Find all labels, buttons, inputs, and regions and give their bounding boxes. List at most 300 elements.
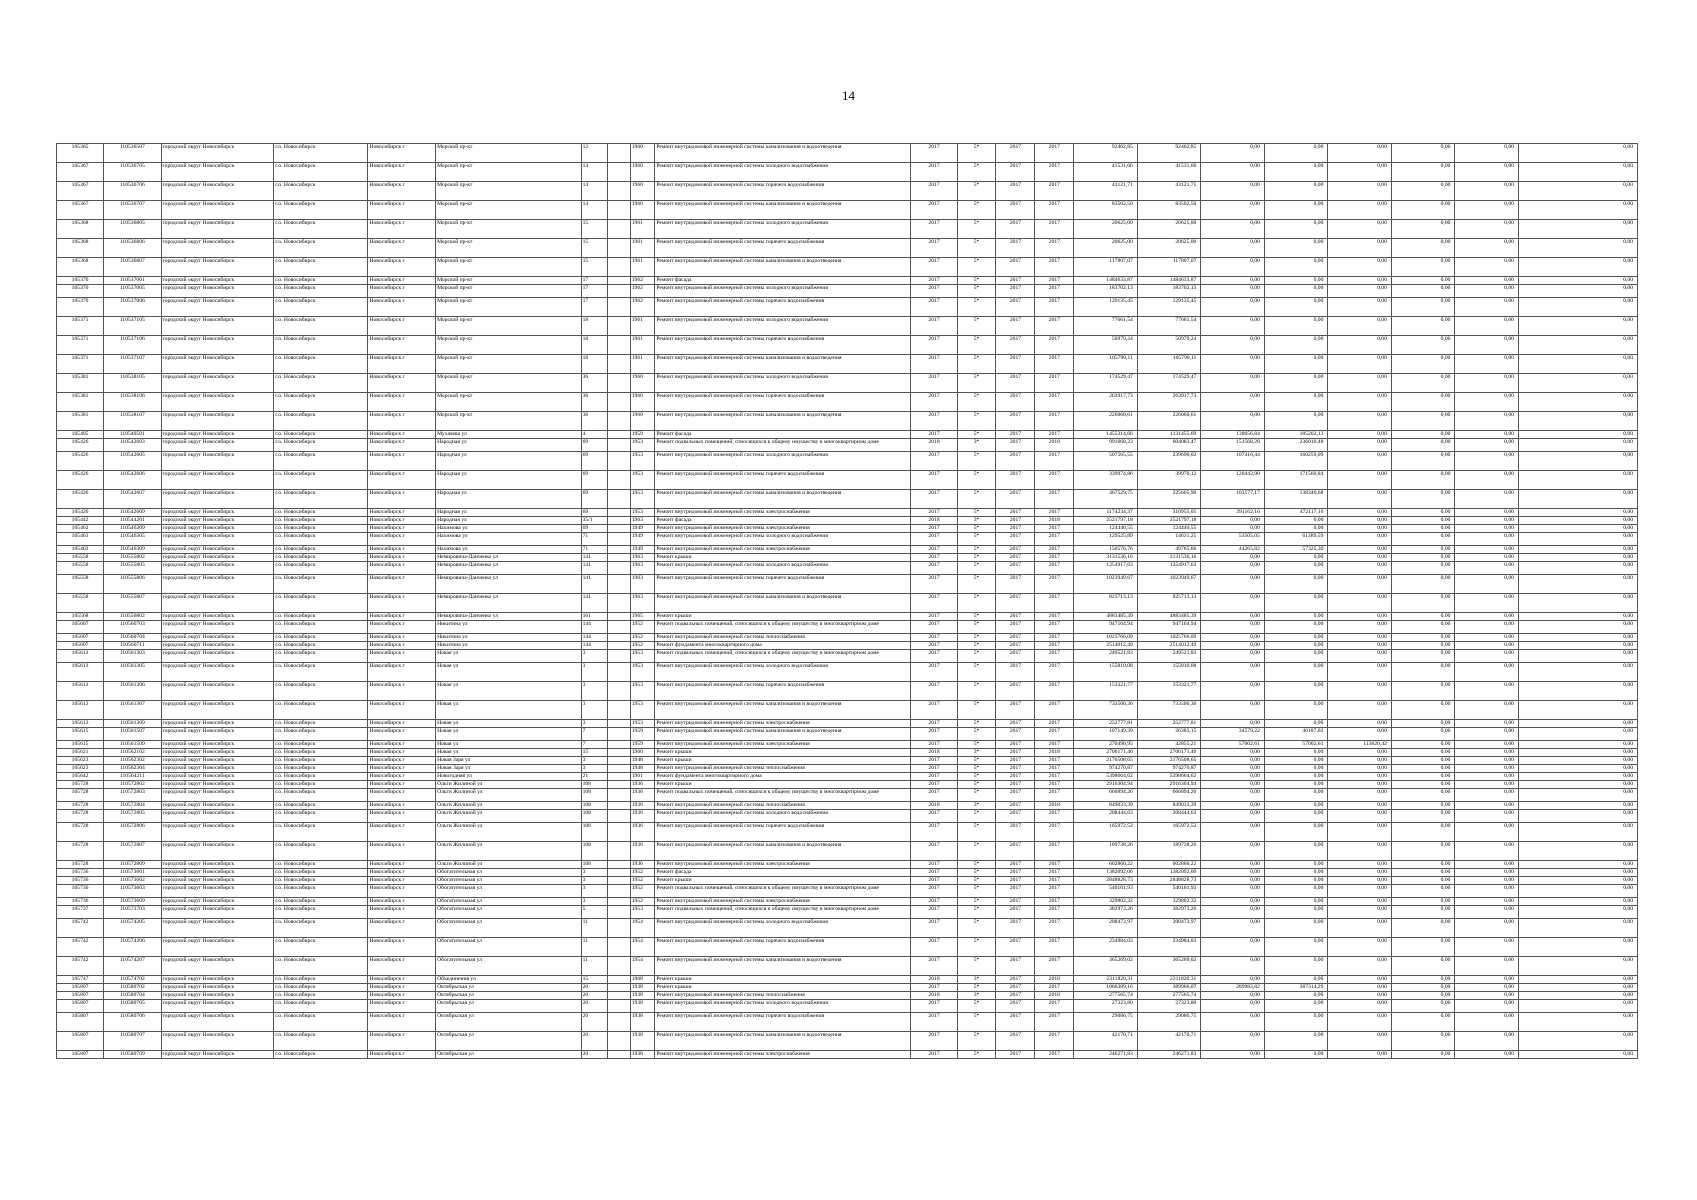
cell-municipal-district: городской округ Новосибирск	[161, 452, 274, 471]
cell-street: Никитина ул	[436, 642, 581, 650]
cell-object-id: 110574206	[104, 938, 161, 957]
cell-start-year: 2017	[996, 984, 1035, 992]
cell-house-no: 3	[581, 650, 608, 663]
cell-total-cost: 77661,54	[1074, 317, 1138, 336]
cell-cost-fund: 27323,80	[1137, 1000, 1201, 1013]
cell-end-year: 2017	[1035, 393, 1074, 412]
cell-cost-budget-region: 0,00	[1201, 765, 1265, 773]
cell-end-year: 2017	[1035, 642, 1074, 650]
cell-work-type: Ремонт фасада	[655, 431, 911, 439]
cell-object-id: 110573703	[104, 906, 161, 919]
cell-cost-other-1: 0,00	[1391, 431, 1455, 439]
cell-cost-other-1: 0,00	[1391, 823, 1455, 842]
cell-cost-owners: 0,00	[1328, 374, 1392, 393]
cell-municipal-district: городской округ Новосибирск	[161, 374, 274, 393]
cell-cost-other-2: 0,00	[1455, 802, 1519, 810]
cell-end-year: 2017	[1035, 741, 1074, 749]
cell-cost-owners: 0,00	[1328, 634, 1392, 642]
cell-cost-fund: 602860,22	[1137, 861, 1201, 869]
table-row	[57, 621, 1638, 634]
cell-category: 5*	[957, 885, 996, 898]
cell-total-cost: 1484633,87	[1074, 277, 1138, 285]
cell-total-cost: 27323,80	[1074, 1000, 1138, 1013]
cell-municipality: г.о. Новосибирск	[274, 182, 368, 201]
cell-corpus	[608, 298, 631, 317]
cell-end-year: 2017	[1035, 490, 1074, 509]
cell-house-no: 7	[581, 741, 608, 749]
cell-cost-other-2: 0,00	[1455, 861, 1519, 869]
cell-start-year: 2017	[996, 720, 1035, 728]
cell-plan-year: 2017	[911, 938, 957, 957]
cell-end-year: 2017	[1035, 182, 1074, 201]
cell-street: Новая ул	[436, 749, 581, 757]
cell-end-year: 2017	[1035, 842, 1074, 861]
cell-corpus	[608, 789, 631, 802]
table-row	[57, 393, 1638, 412]
cell-house-id: 105463	[57, 546, 104, 554]
cell-cost-other-3: 0,00	[1518, 220, 1637, 239]
cell-build-year: 1938	[630, 1032, 655, 1051]
cell-plan-year: 2017	[911, 642, 957, 650]
cell-plan-year: 2017	[911, 374, 957, 393]
cell-plan-year: 2017	[911, 298, 957, 317]
cell-house-no: 3	[581, 663, 608, 682]
cell-cost-other-3: 0,00	[1518, 182, 1637, 201]
cell-object-id: 110580706	[104, 1013, 161, 1032]
cell-total-cost: 249521,83	[1074, 650, 1138, 663]
cell-street: Объединения ул	[436, 976, 581, 984]
cell-start-year: 2017	[996, 562, 1035, 575]
cell-category: 5*	[957, 374, 996, 393]
cell-cost-owners: 0,00	[1328, 663, 1392, 682]
cell-cost-other-1: 0,00	[1391, 1032, 1455, 1051]
cell-cost-budget-local: 0,00	[1264, 355, 1328, 374]
cell-cost-other-2: 0,00	[1455, 182, 1519, 201]
cell-end-year: 2017	[1035, 594, 1074, 613]
cell-plan-year: 2018	[911, 802, 957, 810]
cell-house-id: 105736	[57, 885, 104, 898]
cell-total-cost: 29086,75	[1074, 1013, 1138, 1032]
cell-corpus	[608, 957, 631, 976]
cell-cost-budget-local: 0,00	[1264, 773, 1328, 781]
cell-category: 3*	[957, 749, 996, 757]
cell-street: Морской пр-кт	[436, 412, 581, 431]
cell-build-year: 1936	[630, 781, 655, 789]
cell-cost-owners: 0,00	[1328, 471, 1392, 490]
cell-start-year: 2017	[996, 663, 1035, 682]
cell-plan-year: 2017	[911, 355, 957, 374]
cell-cost-fund: 1023949,67	[1137, 575, 1201, 594]
cell-end-year: 2017	[1035, 509, 1074, 517]
cell-municipality: г.о. Новосибирск	[274, 984, 368, 992]
cell-house-id: 105742	[57, 957, 104, 976]
cell-cost-fund: 2311820,31	[1137, 976, 1201, 984]
cell-settlement: Новосибирск г	[368, 239, 436, 258]
cell-cost-owners: 0,00	[1328, 984, 1392, 992]
cell-end-year: 2017	[1035, 220, 1074, 239]
cell-object-id: 110572805	[104, 810, 161, 823]
cell-cost-budget-local: 387314,29	[1264, 984, 1328, 992]
cell-start-year: 2017	[996, 789, 1035, 802]
cell-street: Морской пр-кт	[436, 201, 581, 220]
cell-start-year: 2017	[996, 650, 1035, 663]
cell-end-year: 2017	[1035, 938, 1074, 957]
cell-settlement: Новосибирск г	[368, 842, 436, 861]
cell-cost-other-3: 0,00	[1518, 869, 1637, 877]
cell-build-year: 1952	[630, 634, 655, 642]
cell-work-type: Ремонт внутридомовой инженерной системы электроснабжения	[655, 741, 911, 749]
cell-object-id: 110580707	[104, 1032, 161, 1051]
cell-cost-owners: 0,00	[1328, 749, 1392, 757]
cell-build-year: 1960	[630, 374, 655, 393]
cell-object-id: 110562102	[104, 749, 161, 757]
cell-object-id: 110560703	[104, 621, 161, 634]
cell-municipal-district: городской округ Новосибирск	[161, 749, 274, 757]
table-row	[57, 471, 1638, 490]
cell-total-cost: 947164,94	[1074, 621, 1138, 634]
cell-settlement: Новосибирск г	[368, 938, 436, 957]
cell-street: Ольги Жилиной ул	[436, 789, 581, 802]
cell-municipality: г.о. Новосибирск	[274, 938, 368, 957]
cell-cost-other-2: 0,00	[1455, 682, 1519, 701]
cell-house-id: 105742	[57, 938, 104, 957]
cell-settlement: Новосибирск г	[368, 765, 436, 773]
cell-settlement: Новосибирск г	[368, 877, 436, 885]
cell-build-year: 1961	[630, 336, 655, 355]
cell-cost-budget-local: 0,00	[1264, 220, 1328, 239]
table-row	[57, 525, 1638, 533]
cell-settlement: Новосибирск г	[368, 919, 436, 938]
cell-cost-owners: 0,00	[1328, 1032, 1392, 1051]
table-row	[57, 509, 1638, 517]
cell-cost-owners: 0,00	[1328, 355, 1392, 374]
cell-cost-fund: 239690,02	[1137, 452, 1201, 471]
cell-cost-other-3: 0,00	[1518, 938, 1637, 957]
cell-corpus	[608, 741, 631, 749]
cell-cost-fund: 825713,13	[1137, 594, 1201, 613]
cell-street: Ольги Жилиной ул	[436, 823, 581, 842]
cell-settlement: Новосибирск г	[368, 613, 436, 621]
table-row	[57, 613, 1638, 621]
cell-house-id: 105728	[57, 861, 104, 869]
cell-end-year: 2017	[1035, 562, 1074, 575]
table-row	[57, 182, 1638, 201]
cell-start-year: 2017	[996, 992, 1035, 1000]
cell-start-year: 2017	[996, 144, 1035, 163]
cell-total-cost: 1382092,06	[1074, 869, 1138, 877]
cell-object-id: 110573601	[104, 869, 161, 877]
cell-work-type: Ремонт подвальных помещений, относящихся к общему имуществу в многоквартирном доме	[655, 650, 911, 663]
cell-cost-budget-region: 0,00	[1201, 517, 1265, 525]
cell-plan-year: 2018	[911, 749, 957, 757]
cell-house-no: 161	[581, 613, 608, 621]
table-row	[57, 650, 1638, 663]
cell-end-year: 2017	[1035, 144, 1074, 163]
cell-house-id: 105558	[57, 575, 104, 594]
table-row	[57, 957, 1638, 976]
cell-cost-other-2: 0,00	[1455, 773, 1519, 781]
cell-cost-other-3: 0,00	[1518, 877, 1637, 885]
cell-cost-other-2: 0,00	[1455, 258, 1519, 277]
cell-build-year: 1936	[630, 789, 655, 802]
cell-work-type: Ремонт внутридомовой инженерной системы канализования и водоотведения	[655, 258, 911, 277]
cell-cost-other-3: 0,00	[1518, 984, 1637, 992]
cell-cost-fund: 29086,75	[1137, 1013, 1201, 1032]
cell-street: Новая ул	[436, 682, 581, 701]
cell-work-type: Ремонт крыши	[655, 877, 911, 885]
cell-build-year: 1954	[630, 919, 655, 938]
cell-plan-year: 2017	[911, 773, 957, 781]
cell-cost-owners: 0,00	[1328, 220, 1392, 239]
cell-settlement: Новосибирск г	[368, 789, 436, 802]
cell-corpus	[608, 594, 631, 613]
cell-end-year: 2017	[1035, 298, 1074, 317]
cell-cost-other-2: 0,00	[1455, 877, 1519, 885]
cell-cost-budget-region: 34579,22	[1201, 728, 1265, 741]
cell-cost-fund: 540101,93	[1137, 885, 1201, 898]
cell-cost-other-2: 0,00	[1455, 298, 1519, 317]
cell-object-id: 110580702	[104, 984, 161, 992]
cell-cost-other-1: 0,00	[1391, 773, 1455, 781]
cell-work-type: Ремонт внутридомовой инженерной системы теплоснабжения	[655, 765, 911, 773]
cell-total-cost: 107149,39	[1074, 728, 1138, 741]
cell-house-no: 108	[581, 810, 608, 823]
cell-settlement: Новосибирск г	[368, 393, 436, 412]
cell-total-cost: 263917,73	[1074, 393, 1138, 412]
cell-start-year: 2017	[996, 1032, 1035, 1051]
cell-cost-other-1: 0,00	[1391, 517, 1455, 525]
cell-start-year: 2017	[996, 277, 1035, 285]
cell-cost-fund: 5398664,62	[1137, 773, 1201, 781]
cell-cost-fund: 153321,77	[1137, 682, 1201, 701]
cell-cost-other-2: 0,00	[1455, 412, 1519, 431]
table-row	[57, 239, 1638, 258]
cell-corpus	[608, 976, 631, 984]
cell-cost-fund: 183702,13	[1137, 285, 1201, 298]
cell-object-id: 110555802	[104, 554, 161, 562]
cell-house-id: 105426	[57, 490, 104, 509]
cell-work-type: Ремонт внутридомовой инженерной системы горячего водоснабжения	[655, 682, 911, 701]
cell-end-year: 2017	[1035, 525, 1074, 533]
cell-settlement: Новосибирск г	[368, 546, 436, 554]
cell-cost-other-3: 0,00	[1518, 1032, 1637, 1051]
cell-cost-budget-region: 151568,28	[1201, 439, 1265, 452]
cell-start-year: 2017	[996, 258, 1035, 277]
cell-municipality: г.о. Новосибирск	[274, 509, 368, 517]
cell-cost-other-2: 0,00	[1455, 741, 1519, 749]
cell-build-year: 1959	[630, 741, 655, 749]
cell-corpus	[608, 701, 631, 720]
cell-work-type: Ремонт внутридомовой инженерной системы холодного водоснабжения	[655, 810, 911, 823]
cell-corpus	[608, 885, 631, 898]
cell-house-id: 105426	[57, 439, 104, 452]
cell-work-type: Ремонт внутридомовой инженерной системы электроснабжения	[655, 1051, 911, 1059]
cell-build-year: 1961	[630, 355, 655, 374]
cell-plan-year: 2017	[911, 144, 957, 163]
cell-cost-owners: 0,00	[1328, 431, 1392, 439]
cell-cost-owners: 0,00	[1328, 861, 1392, 869]
cell-corpus	[608, 757, 631, 765]
cell-house-id: 105621	[57, 749, 104, 757]
table-row	[57, 1013, 1638, 1032]
cell-house-id: 105367	[57, 201, 104, 220]
cell-settlement: Новосибирск г	[368, 471, 436, 490]
cell-street: Народная ул	[436, 452, 581, 471]
cell-end-year: 2017	[1035, 720, 1074, 728]
cell-corpus	[608, 810, 631, 823]
cell-plan-year: 2017	[911, 554, 957, 562]
cell-end-year: 2017	[1035, 919, 1074, 938]
cell-house-no: 36	[581, 374, 608, 393]
cell-corpus	[608, 355, 631, 374]
cell-cost-budget-region: 0,00	[1201, 720, 1265, 728]
cell-corpus	[608, 642, 631, 650]
cell-cost-other-1: 0,00	[1391, 594, 1455, 613]
cell-end-year: 2017	[1035, 885, 1074, 898]
cell-cost-budget-region: 0,00	[1201, 906, 1265, 919]
cell-cost-other-2: 0,00	[1455, 439, 1519, 452]
cell-cost-owners: 0,00	[1328, 877, 1392, 885]
cell-start-year: 2017	[996, 163, 1035, 182]
cell-category: 5*	[957, 575, 996, 594]
cell-house-id: 105807	[57, 1051, 104, 1059]
cell-house-no: 21	[581, 773, 608, 781]
cell-municipality: г.о. Новосибирск	[274, 471, 368, 490]
cell-municipality: г.о. Новосибирск	[274, 439, 368, 452]
cell-house-no: 3	[581, 885, 608, 898]
cell-cost-fund: 246271,83	[1137, 1051, 1201, 1059]
cell-house-id: 105381	[57, 374, 104, 393]
cell-cost-other-3: 0,00	[1518, 682, 1637, 701]
cell-end-year: 2017	[1035, 1032, 1074, 1051]
cell-category: 5*	[957, 182, 996, 201]
cell-cost-fund: 389966,07	[1137, 984, 1201, 992]
cell-build-year: 1938	[630, 1013, 655, 1032]
cell-total-cost: 974270,87	[1074, 765, 1138, 773]
cell-category: 5*	[957, 277, 996, 285]
cell-plan-year: 2017	[911, 471, 957, 490]
cell-build-year: 1962	[630, 277, 655, 285]
cell-cost-fund: 849033,39	[1137, 802, 1201, 810]
cell-start-year: 2017	[996, 317, 1035, 336]
cell-cost-other-3: 0,00	[1518, 885, 1637, 898]
cell-municipal-district: городской округ Новосибирск	[161, 144, 274, 163]
cell-cost-other-2: 0,00	[1455, 810, 1519, 823]
cell-cost-other-2: 0,00	[1455, 163, 1519, 182]
cell-work-type: Ремонт внутридомовой инженерной системы канализования и водоотведения	[655, 1032, 911, 1051]
cell-corpus	[608, 898, 631, 906]
cell-cost-fund: 43121,71	[1137, 182, 1201, 201]
cell-house-no: 69	[581, 490, 608, 509]
cell-corpus	[608, 749, 631, 757]
cell-object-id: 110536707	[104, 201, 161, 220]
cell-cost-owners: 0,00	[1328, 393, 1392, 412]
cell-start-year: 2017	[996, 682, 1035, 701]
cell-cost-other-3: 0,00	[1518, 277, 1637, 285]
cell-plan-year: 2017	[911, 984, 957, 992]
cell-category: 5*	[957, 810, 996, 823]
cell-cost-fund: 49765,66	[1137, 546, 1201, 554]
cell-settlement: Новосибирск г	[368, 650, 436, 663]
cell-cost-owners: 0,00	[1328, 509, 1392, 517]
cell-municipal-district: городской округ Новосибирск	[161, 728, 274, 741]
cell-cost-budget-local: 0,00	[1264, 642, 1328, 650]
cell-object-id: 110573603	[104, 885, 161, 898]
cell-cost-fund: 3131536,16	[1137, 554, 1201, 562]
cell-corpus	[608, 869, 631, 877]
cell-plan-year: 2017	[911, 1000, 957, 1013]
cell-municipality: г.о. Новосибирск	[274, 201, 368, 220]
table-row	[57, 976, 1638, 984]
cell-corpus	[608, 525, 631, 533]
cell-cost-budget-local: 0,00	[1264, 554, 1328, 562]
cell-cost-other-2: 0,00	[1455, 992, 1519, 1000]
cell-house-no: 20	[581, 992, 608, 1000]
cell-cost-other-2: 0,00	[1455, 471, 1519, 490]
cell-total-cost: 1023949,67	[1074, 575, 1138, 594]
cell-build-year: 1953	[630, 452, 655, 471]
cell-cost-budget-local: 0,00	[1264, 749, 1328, 757]
cell-municipal-district: городской округ Новосибирск	[161, 258, 274, 277]
cell-settlement: Новосибирск г	[368, 509, 436, 517]
cell-cost-fund: 42855,21	[1137, 741, 1201, 749]
cell-work-type: Ремонт внутридомовой инженерной системы горячего водоснабжения	[655, 471, 911, 490]
table-row	[57, 842, 1638, 861]
cell-settlement: Новосибирск г	[368, 163, 436, 182]
cell-house-no: 18	[581, 355, 608, 374]
cell-work-type: Ремонт внутридомовой инженерной системы канализования и водоотведения	[655, 701, 911, 720]
cell-plan-year: 2017	[911, 650, 957, 663]
cell-street: Морской пр-кт	[436, 220, 581, 239]
cell-work-type: Ремонт внутридомовой инженерной системы холодного водоснабжения	[655, 374, 911, 393]
cell-plan-year: 2017	[911, 682, 957, 701]
cell-settlement: Новосибирск г	[368, 201, 436, 220]
cell-work-type: Ремонт внутридомовой инженерной системы теплоснабжения	[655, 634, 911, 642]
cell-cost-fund: 2176508,65	[1137, 757, 1201, 765]
cell-plan-year: 2017	[911, 594, 957, 613]
cell-cost-budget-region: 0,00	[1201, 621, 1265, 634]
table-row	[57, 277, 1638, 285]
cell-cost-other-2: 0,00	[1455, 701, 1519, 720]
cell-build-year: 1963	[630, 517, 655, 525]
cell-cost-budget-local: 0,00	[1264, 1000, 1328, 1013]
cell-cost-owners: 0,00	[1328, 144, 1392, 163]
cell-municipality: г.о. Новосибирск	[274, 277, 368, 285]
cell-cost-budget-local: 0,00	[1264, 144, 1328, 163]
cell-cost-other-3: 0,00	[1518, 976, 1637, 984]
cell-house-id: 105463	[57, 533, 104, 546]
cell-cost-budget-local: 0,00	[1264, 869, 1328, 877]
cell-cost-budget-region: 0,00	[1201, 355, 1265, 374]
cell-category: 5*	[957, 509, 996, 517]
cell-cost-budget-region: 0,00	[1201, 562, 1265, 575]
cell-house-id: 105371	[57, 355, 104, 374]
cell-total-cost: 507565,55	[1074, 452, 1138, 471]
cell-cost-fund: 124440,55	[1137, 525, 1201, 533]
cell-municipal-district: городской округ Новосибирск	[161, 575, 274, 594]
cell-cost-other-2: 0,00	[1455, 546, 1519, 554]
cell-category: 5*	[957, 642, 996, 650]
cell-house-no: 11	[581, 919, 608, 938]
cell-municipal-district: городской округ Новосибирск	[161, 650, 274, 663]
cell-house-id: 105613	[57, 650, 104, 663]
cell-cost-budget-region: 138656,84	[1201, 431, 1265, 439]
cell-plan-year: 2017	[911, 613, 957, 621]
cell-municipal-district: городской округ Новосибирск	[161, 720, 274, 728]
cell-municipality: г.о. Новосибирск	[274, 525, 368, 533]
cell-cost-other-3: 0,00	[1518, 613, 1637, 621]
cell-house-id: 105613	[57, 663, 104, 682]
